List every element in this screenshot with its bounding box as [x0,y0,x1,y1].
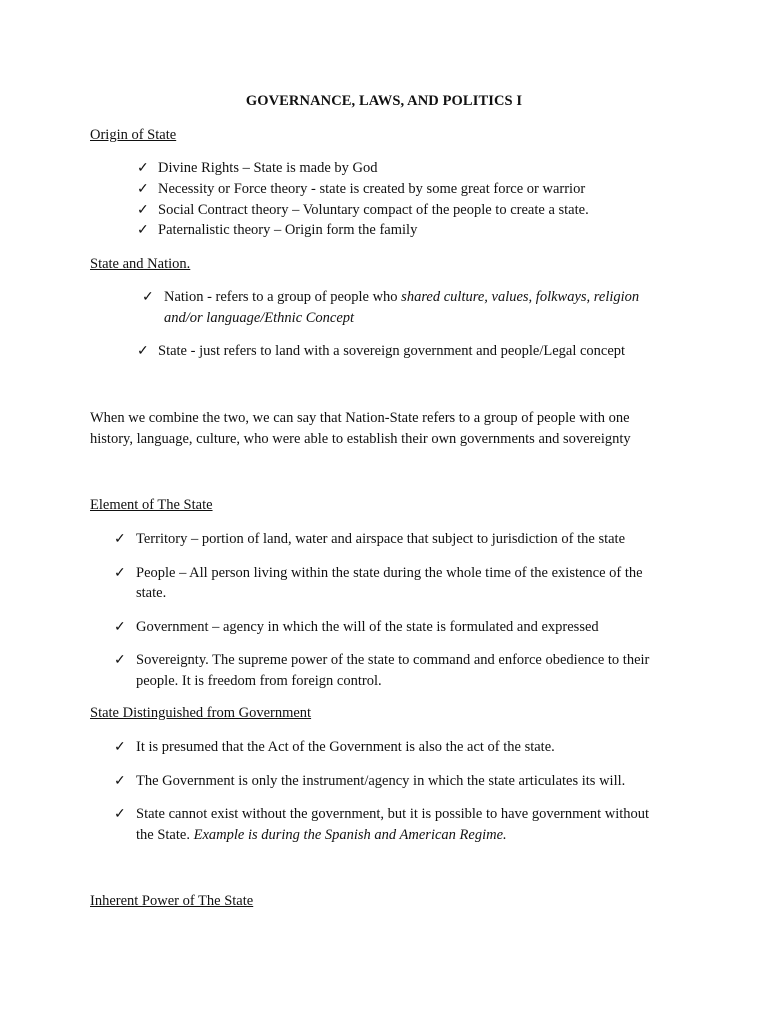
check-icon: ✓ [137,344,149,359]
heading-origin-of-state: Origin of State [90,127,177,143]
heading-state-distinguished: State Distinguished from Government [90,705,312,721]
element-sovereignty-line-1: Sovereignty. The supreme power of the state to command and enforce obedience to their [136,652,650,668]
distinguished-item-2: The Government is only the instrument/agency in which the state articulates its will. [136,773,626,789]
element-people-line-1: People – All person living within the state during the whole time of the existence of the [136,565,643,581]
heading-element-of-the-state: Element of The State [90,497,213,513]
distinguished-item-3-text: the State. [136,827,194,843]
check-icon: ✓ [114,653,126,668]
check-icon: ✓ [114,774,126,789]
nation-item-line-2 [164,308,354,329]
origin-item-4: Paternalistic theory – Origin form the family [158,222,418,238]
nation-item-line-1 [164,287,639,308]
origin-item-1: Divine Rights – State is made by God [158,160,378,176]
heading-state-and-nation: State and Nation. [90,256,191,272]
distinguished-item-3-italic: Example is during the Spanish and American Regime. [193,827,507,843]
origin-item-3: Social Contract theory – Voluntary compact of the people to create a state. [158,202,589,218]
check-icon: ✓ [137,203,149,218]
check-icon: ✓ [114,532,126,547]
check-icon: ✓ [114,566,126,581]
nation-item-italic-2: and/or language/Ethnic Concept [164,310,355,326]
check-icon: ✓ [114,807,126,822]
state-item: State - just refers to land with a sovereign government and people/Legal concept [158,343,626,359]
distinguished-item-3-line-1: State cannot exist without the government, but it is possible to have government without [136,806,650,822]
heading-inherent-power: Inherent Power of The State [90,893,254,909]
element-people-line-2: state. [136,585,167,601]
check-icon: ✓ [137,223,149,238]
element-government: Government – agency in which the will of the state is formulated and expressed [136,619,599,635]
nation-state-paragraph-line-2: history, language, culture, who were able to establish their own governments and sovereignty [90,431,631,447]
nation-state-paragraph-line-1: When we combine the two, we can say that Nation-State refers to a group of people with one [90,410,630,426]
element-sovereignty-line-2: people. It is freedom from foreign control. [136,673,382,689]
check-icon: ✓ [142,290,154,305]
check-icon: ✓ [137,161,149,176]
origin-item-2: Necessity or Force theory - state is created by some great force or warrior [158,181,586,197]
element-territory: Territory – portion of land, water and airspace that subject to jurisdiction of the state [136,531,626,547]
distinguished-item-1: It is presumed that the Act of the Government is also the act of the state. [136,739,555,755]
nation-item-text: Nation - refers to a group of people who [164,289,402,305]
distinguished-item-3-line-2 [136,825,507,846]
check-icon: ✓ [114,620,126,635]
check-icon: ✓ [137,182,149,197]
document-title: GOVERNANCE, LAWS, AND POLITICS I [245,93,523,109]
nation-item-italic: shared culture, values, folkways, religion [401,289,640,305]
check-icon: ✓ [114,740,126,755]
